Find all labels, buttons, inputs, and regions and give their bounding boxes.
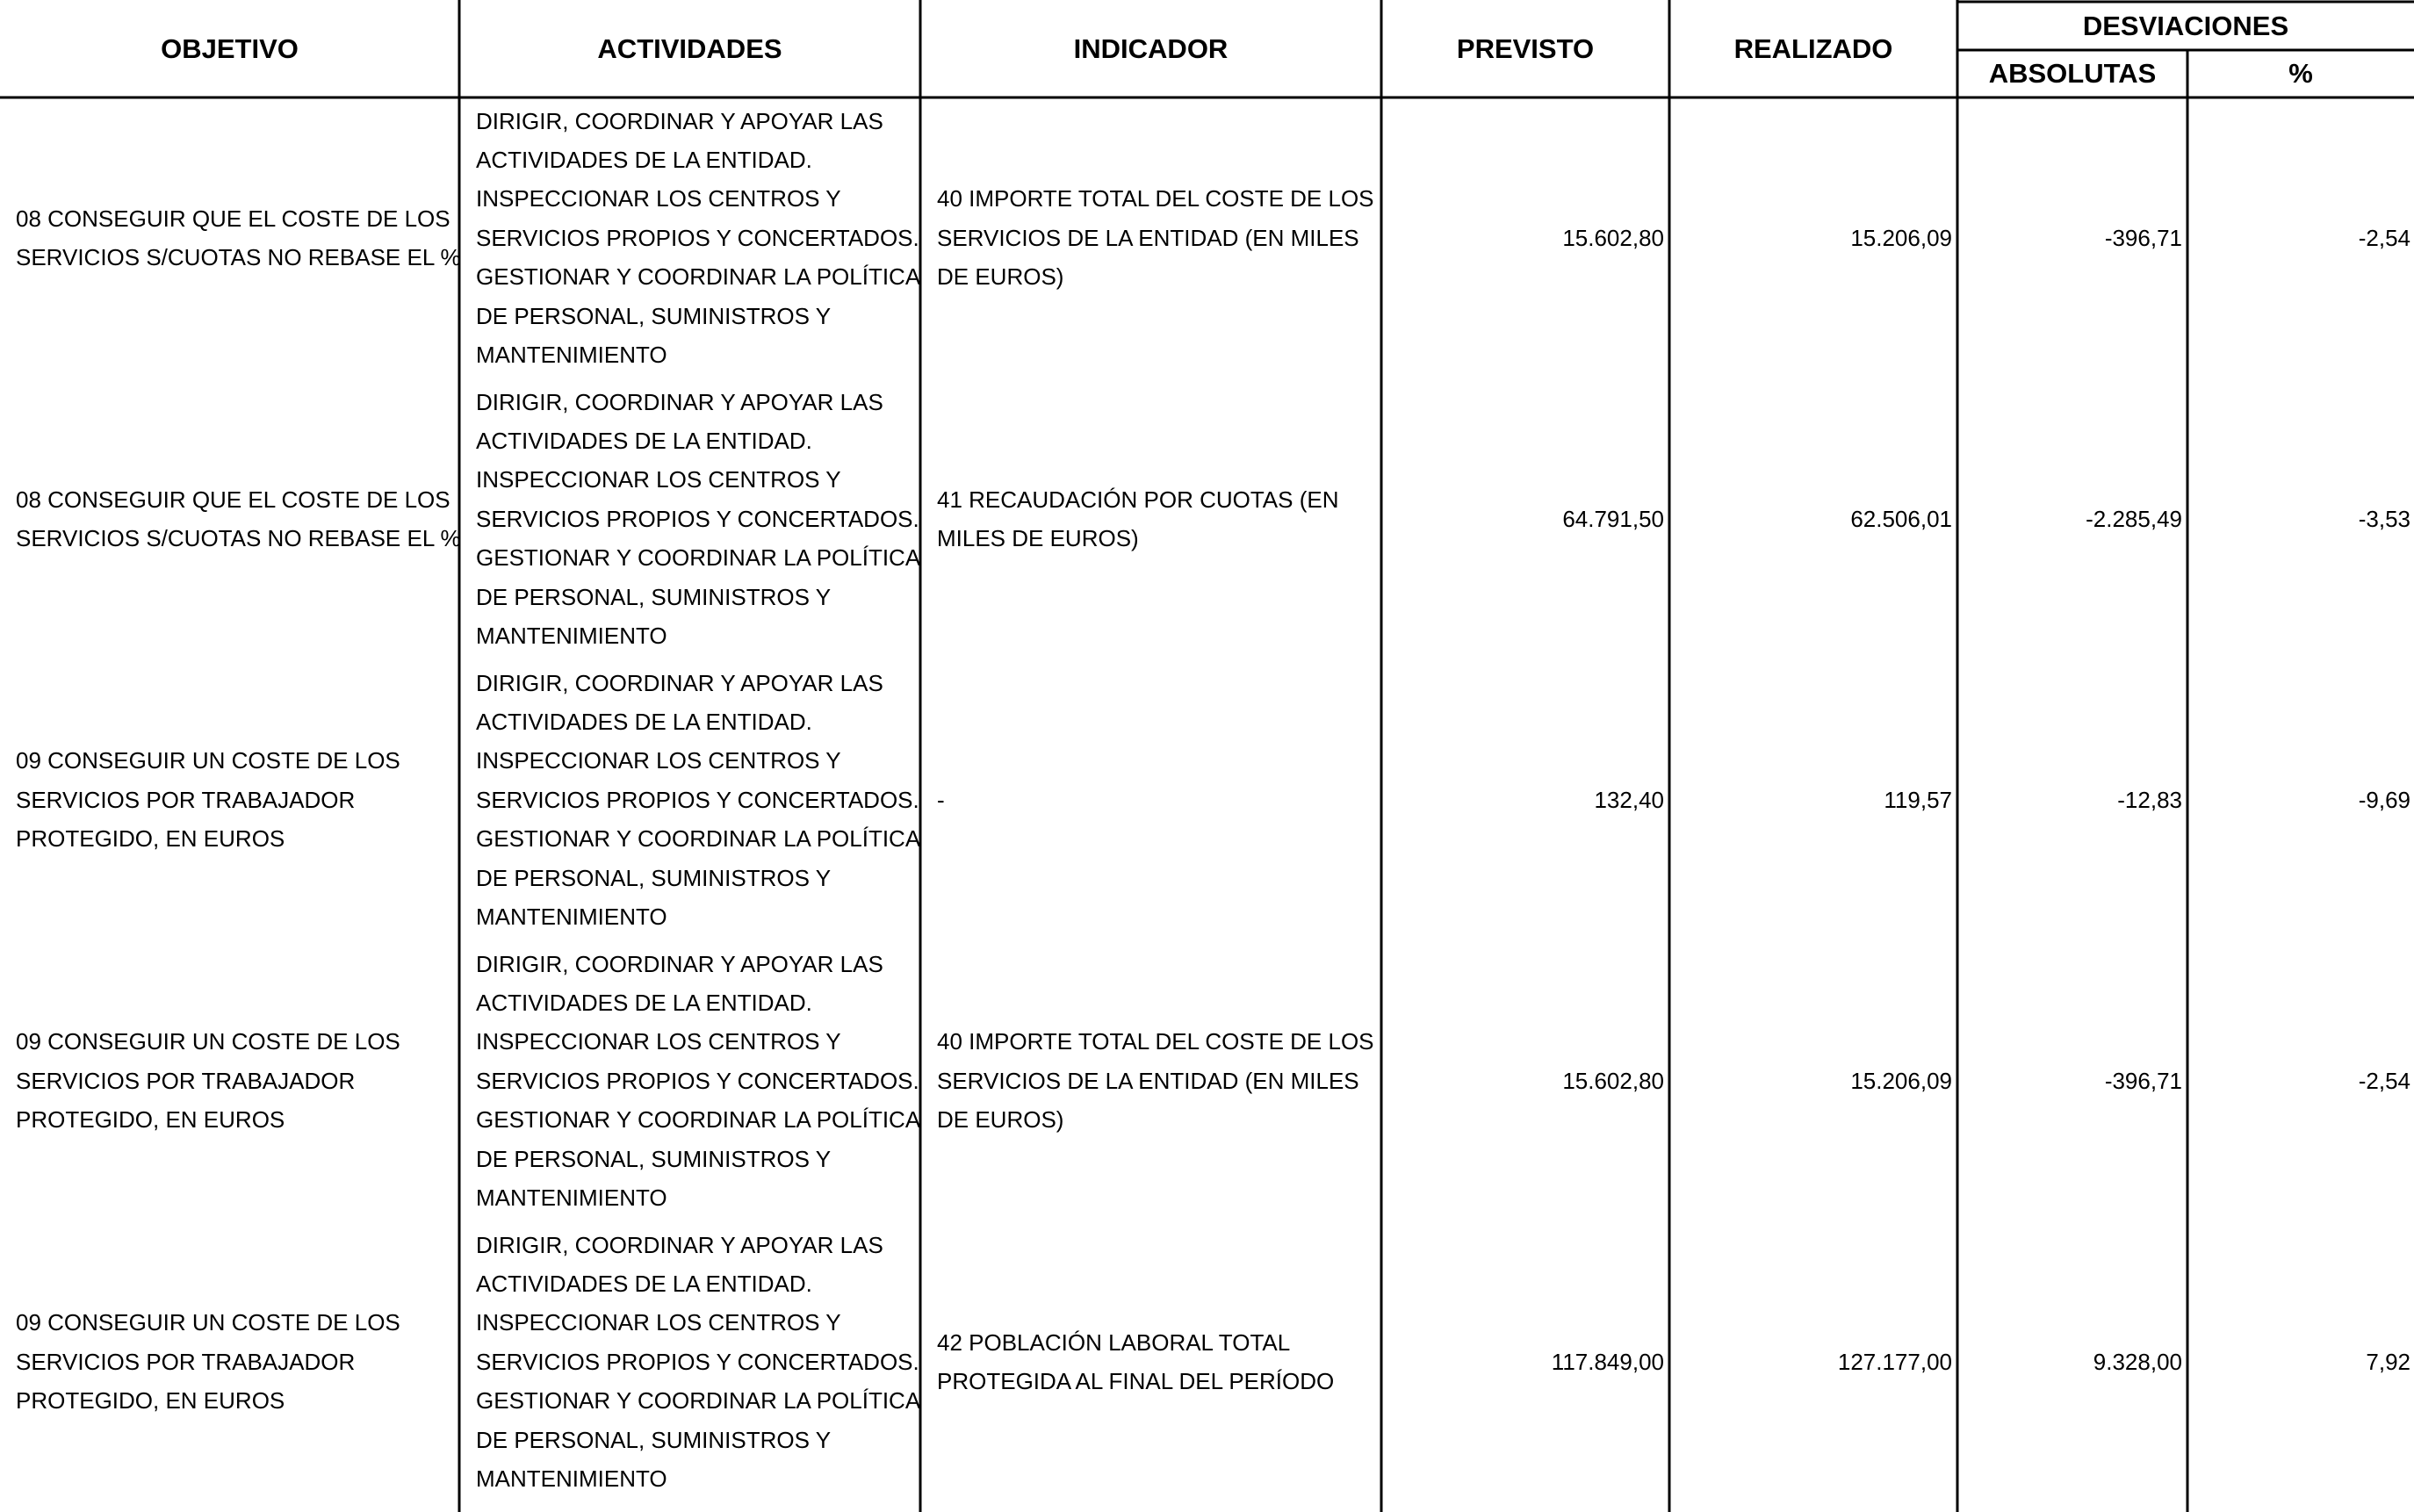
cell-actividades-line: DIRIGIR, COORDINAR Y APOYAR LAS [476, 107, 883, 134]
cell-objetivo-line: 09 CONSEGUIR UN COSTE DE LOS [16, 1028, 400, 1055]
cell-realizado: 15.206,09 [1850, 1067, 1952, 1094]
cell-objetivo-line: 09 CONSEGUIR UN COSTE DE LOS [16, 747, 400, 774]
cell-actividades-line: DIRIGIR, COORDINAR Y APOYAR LAS [476, 1231, 883, 1258]
cell-actividades-line: SERVICIOS PROPIOS Y CONCERTADOS. [476, 1348, 919, 1375]
cell-indicador [937, 659, 1376, 940]
cell-absolutas: -12,83 [2117, 786, 2182, 813]
cell-actividades-line: GESTIONAR Y COORDINAR LA POLÍTICA [476, 825, 921, 853]
cell-objetivo-line: SERVICIOS POR TRABAJADOR [16, 786, 356, 813]
cell-actividades-line: SERVICIOS PROPIOS Y CONCERTADOS. [476, 505, 919, 532]
cell-objetivo-line: 09 CONSEGUIR UN COSTE DE LOS [16, 1309, 400, 1336]
cell-objetivo [16, 97, 461, 378]
cell-indicador [937, 378, 1376, 659]
cell-actividades-line: DIRIGIR, COORDINAR Y APOYAR LAS [476, 669, 883, 696]
cell-actividades-line: ACTIVIDADES DE LA ENTIDAD. [476, 989, 812, 1016]
cell-actividades-line: MANTENIMIENTO [476, 1184, 667, 1212]
cell-actividades-line: ACTIVIDADES DE LA ENTIDAD. [476, 427, 812, 454]
cell-previsto: 64.791,50 [1562, 505, 1664, 532]
cell-actividades-line: DE PERSONAL, SUMINISTROS Y [476, 1145, 832, 1172]
cell-actividades-line: DE PERSONAL, SUMINISTROS Y [476, 864, 832, 891]
cell-actividades-line: ACTIVIDADES DE LA ENTIDAD. [476, 1270, 812, 1297]
cell-indicador-line: 42 POBLACIÓN LABORAL TOTAL [937, 1328, 1291, 1356]
cell-indicador-line: PROTEGIDA AL FINAL DEL PERÍODO [937, 1368, 1335, 1394]
cell-indicador-line: MILES DE EUROS) [937, 525, 1139, 551]
cell-actividades-line: MANTENIMIENTO [476, 904, 667, 931]
cell-porcentaje: -2,54 [2358, 224, 2410, 251]
cell-objetivo [16, 940, 455, 1221]
cell-porcentaje: -2,54 [2358, 1067, 2410, 1094]
cell-indicador-line: DE EUROS) [937, 263, 1064, 291]
cell-actividades-line: INSPECCIONAR LOS CENTROS Y [476, 1309, 841, 1336]
cell-previsto: 132,40 [1594, 786, 1664, 813]
header-porcentaje: % [2288, 58, 2313, 89]
header-objetivo: OBJETIVO [161, 32, 299, 64]
cell-objetivo-line: PROTEGIDO, EN EUROS [16, 1106, 285, 1134]
cell-actividades-line: DE PERSONAL, SUMINISTROS Y [476, 1426, 832, 1453]
cell-actividades-line: DIRIGIR, COORDINAR Y APOYAR LAS [476, 950, 883, 977]
cell-absolutas: -2.285,49 [2086, 505, 2182, 532]
cell-previsto: 15.602,80 [1562, 1067, 1664, 1094]
cell-indicador [937, 97, 1376, 378]
cell-actividades [476, 659, 921, 940]
cell-actividades [476, 97, 921, 378]
cell-actividades-line: INSPECCIONAR LOS CENTROS Y [476, 1028, 841, 1055]
header-realizado: REALIZADO [1733, 32, 1893, 64]
cell-actividades-line: MANTENIMIENTO [476, 623, 667, 650]
cell-actividades-line: GESTIONAR Y COORDINAR LA POLÍTICA [476, 1106, 921, 1134]
cell-objetivo [16, 659, 455, 940]
cell-indicador [937, 1221, 1376, 1502]
cell-realizado: 119,57 [1884, 786, 1952, 813]
cell-actividades-line: MANTENIMIENTO [476, 342, 667, 369]
cell-objetivo-line: PROTEGIDO, EN EUROS [16, 1387, 285, 1415]
header-absolutas: ABSOLUTAS [1988, 58, 2157, 89]
cell-realizado: 127.177,00 [1837, 1348, 1952, 1375]
cell-indicador-line: SERVICIOS DE LA ENTIDAD (EN MILES [937, 224, 1359, 251]
cell-indicador-line: SERVICIOS DE LA ENTIDAD (EN MILES [937, 1067, 1359, 1094]
cell-indicador [937, 940, 1376, 1221]
header-desviaciones: DESVIACIONES [2082, 10, 2289, 41]
cell-actividades-line: DIRIGIR, COORDINAR Y APOYAR LAS [476, 388, 883, 415]
cell-objetivo-line: SERVICIOS POR TRABAJADOR [16, 1348, 356, 1375]
cell-absolutas: -396,71 [2104, 224, 2182, 251]
cell-objetivo [16, 378, 461, 659]
cell-indicador-line: DE EUROS) [937, 1106, 1064, 1134]
cell-objetivo-line: SERVICIOS POR TRABAJADOR [16, 1067, 356, 1094]
cell-indicador-line: 40 IMPORTE TOTAL DEL COSTE DE LOS [937, 1028, 1374, 1055]
cell-actividades-line: GESTIONAR Y COORDINAR LA POLÍTICA [476, 263, 921, 291]
cell-actividades-line: INSPECCIONAR LOS CENTROS Y [476, 747, 841, 774]
cell-objetivo-line: SERVICIOS S/CUOTAS NO REBASE EL % [16, 244, 461, 270]
cell-objetivo [16, 1221, 455, 1502]
header-previsto: PREVISTO [1456, 32, 1595, 64]
cell-previsto: 15.602,80 [1562, 224, 1664, 251]
cell-objetivo-line: 08 CONSEGUIR QUE EL COSTE DE LOS [16, 205, 450, 232]
cell-actividades [476, 378, 921, 659]
cell-actividades-line: INSPECCIONAR LOS CENTROS Y [476, 185, 841, 212]
cell-actividades-line: GESTIONAR Y COORDINAR LA POLÍTICA [476, 1387, 921, 1415]
cell-actividades-line: SERVICIOS PROPIOS Y CONCERTADOS. [476, 786, 919, 813]
cell-actividades-line: ACTIVIDADES DE LA ENTIDAD. [476, 708, 812, 735]
cell-objetivo-line: SERVICIOS S/CUOTAS NO REBASE EL % [16, 525, 461, 551]
cell-actividades-line: SERVICIOS PROPIOS Y CONCERTADOS. [476, 1067, 919, 1094]
cell-actividades-line: DE PERSONAL, SUMINISTROS Y [476, 302, 832, 329]
cell-actividades-line: GESTIONAR Y COORDINAR LA POLÍTICA [476, 544, 921, 572]
cell-absolutas: 9.328,00 [2093, 1348, 2182, 1375]
cell-indicador-line: 41 RECAUDACIÓN POR CUOTAS (EN [937, 486, 1339, 513]
cell-previsto: 117.849,00 [1551, 1348, 1664, 1375]
cell-realizado: 62.506,01 [1850, 505, 1952, 532]
cell-actividades-line: DE PERSONAL, SUMINISTROS Y [476, 583, 832, 610]
cell-objetivo-line: PROTEGIDO, EN EUROS [16, 825, 285, 853]
cell-actividades-line: INSPECCIONAR LOS CENTROS Y [476, 466, 841, 493]
cell-actividades-line: SERVICIOS PROPIOS Y CONCERTADOS. [476, 224, 919, 251]
cell-porcentaje: -9,69 [2358, 786, 2410, 813]
cell-porcentaje: 7,92 [2366, 1348, 2410, 1375]
cell-objetivo-line: 08 CONSEGUIR QUE EL COSTE DE LOS [16, 486, 450, 513]
header-indicador: INDICADOR [1073, 32, 1229, 64]
cell-realizado: 15.206,09 [1850, 224, 1952, 251]
header-actividades: ACTIVIDADES [597, 32, 782, 64]
cell-indicador-line: - [937, 786, 945, 813]
cell-actividades [476, 940, 921, 1221]
cell-actividades-line: MANTENIMIENTO [476, 1465, 667, 1493]
cell-indicador-line: 40 IMPORTE TOTAL DEL COSTE DE LOS [937, 185, 1374, 212]
cell-actividades-line: ACTIVIDADES DE LA ENTIDAD. [476, 146, 812, 173]
cell-porcentaje: -3,53 [2358, 505, 2410, 532]
cell-actividades [476, 1221, 921, 1502]
cell-absolutas: -396,71 [2104, 1067, 2182, 1094]
